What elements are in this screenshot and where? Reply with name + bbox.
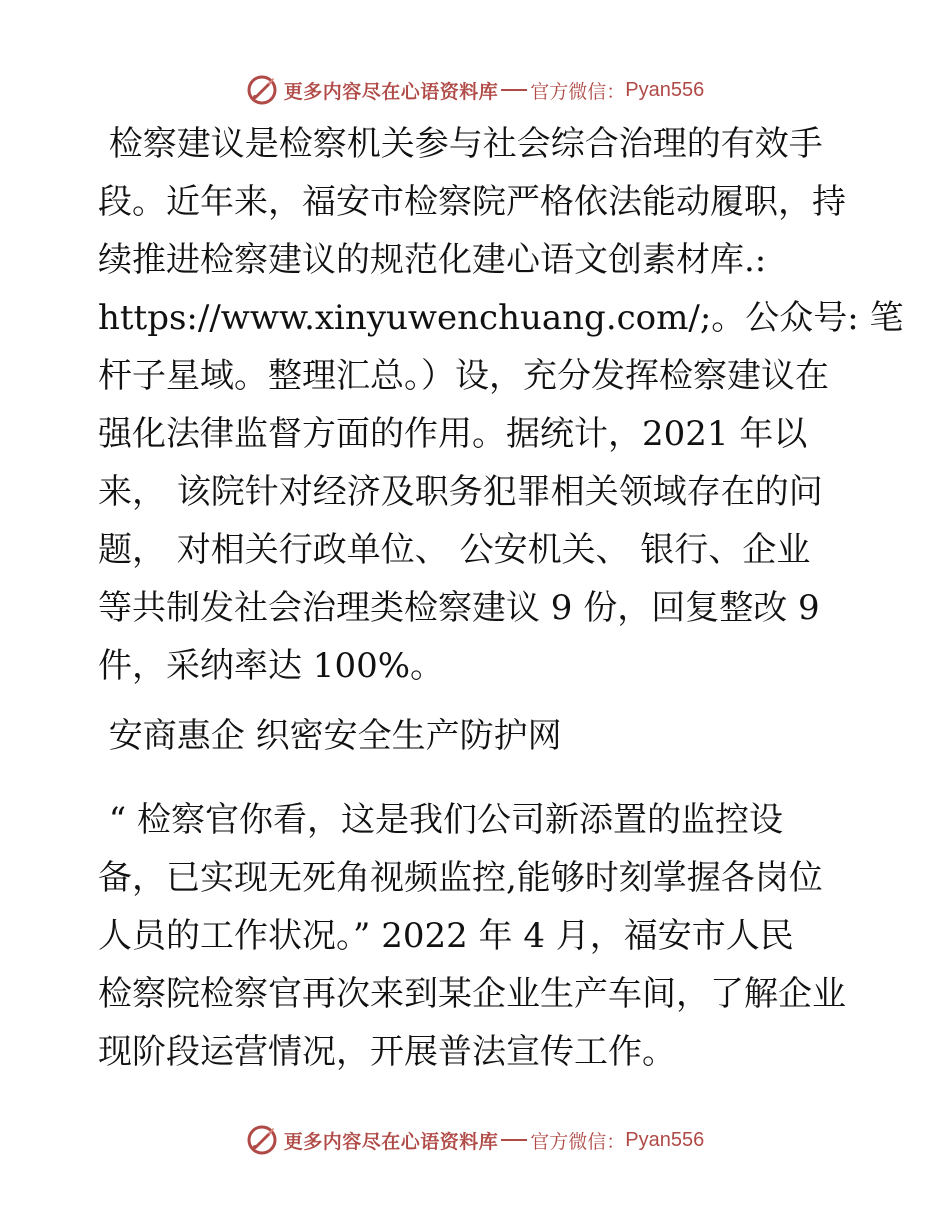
banner-dash — [501, 1139, 527, 1141]
section-heading: 安商惠企 织密安全生产防护网 — [98, 716, 562, 756]
text-line: 杆子星域。整理汇总。）设，充分发挥检察建议在 — [98, 356, 829, 396]
text-line: 等共制发社会治理类检察建议 9 份，回复整改 9 — [98, 588, 820, 628]
text-line: https://www.xinyuwenchuang.com/;。公众号: 笔 — [98, 298, 904, 338]
text-line: “ 检察官你看，这是我们公司新添置的监控设 — [98, 800, 783, 840]
banner-wechat-label: 官方微信： — [530, 1130, 626, 1153]
text-line: 备，已实现无死角视频监控,能够时刻掌握各岗位 — [98, 858, 823, 898]
text-line: 检察建议是检察机关参与社会综合治理的有效手 — [98, 124, 823, 164]
text-line: 检察院检察官再次来到某企业生产车间，了解企业 — [98, 974, 846, 1014]
text-line: 来， 该院针对经济及职务犯罪相关领域存在的问 — [98, 472, 823, 512]
banner-title: 更多内容尽在心语资料库 — [283, 80, 499, 103]
text-line: 续推进检察建议的规范化建心语文创素材库.: — [98, 240, 767, 280]
banner-wechat-id: Pyan556 — [625, 1128, 705, 1151]
text-line: 现阶段运营情况，开展普法宣传工作。 — [98, 1032, 676, 1072]
banner-wechat-label: 官方微信： — [530, 80, 626, 103]
header-banner — [0, 70, 950, 110]
banner-dash — [501, 89, 527, 91]
text-line: 题， 对相关行政单位、 公安机关、 银行、企业 — [98, 530, 811, 570]
text-line: 强化法律监督方面的作用。据统计，2021 年以 — [98, 414, 808, 454]
quill-logo-icon — [246, 1124, 278, 1156]
text-line: 段。近年来，福安市检察院严格依法能动履职，持 — [98, 182, 846, 222]
text-line: 人员的工作状况。” 2022 年 4 月，福安市人民 — [98, 916, 794, 956]
banner-wechat-id: Pyan556 — [625, 78, 705, 101]
footer-banner — [0, 1120, 950, 1160]
quill-logo-icon — [246, 74, 278, 106]
banner-title: 更多内容尽在心语资料库 — [283, 1130, 499, 1153]
text-line: 件，采纳率达 100%。 — [98, 646, 445, 686]
